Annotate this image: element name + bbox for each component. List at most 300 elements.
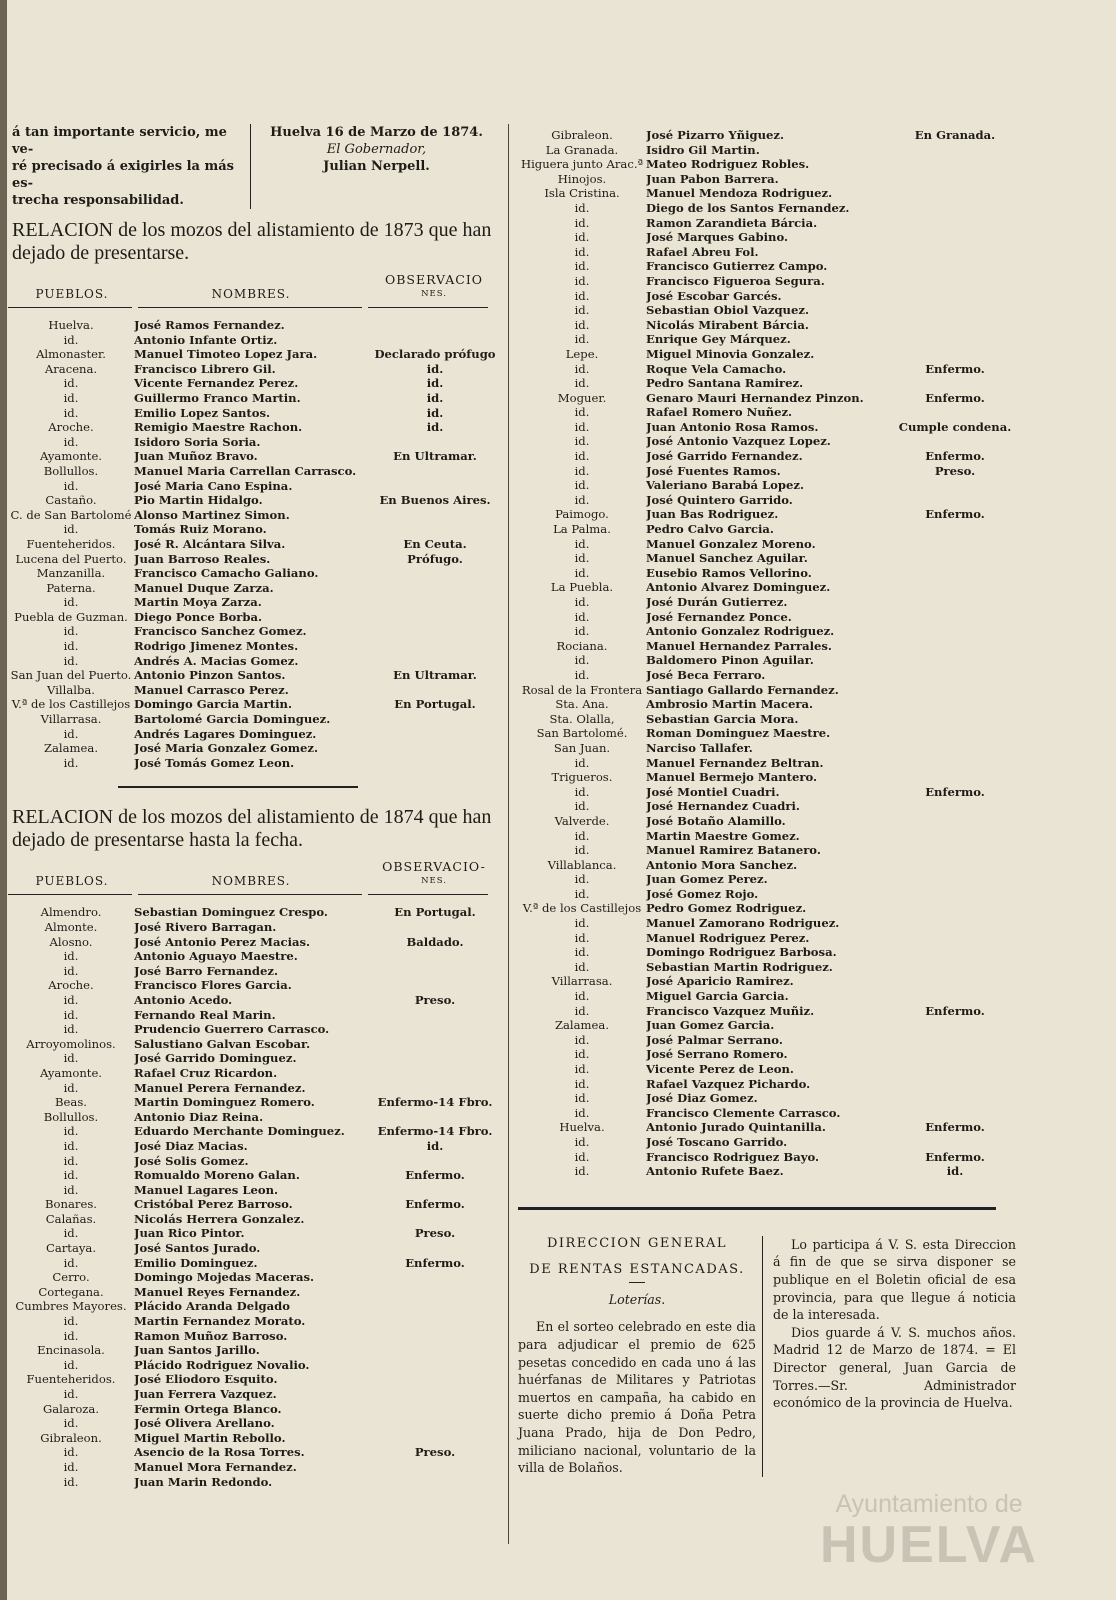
nombre-cell: Prudencio Guerrero Carrasco.	[134, 1022, 330, 1037]
nombre-cell: José Santos Jurado.	[134, 1241, 261, 1256]
pueblo-cell: id.	[574, 1003, 590, 1018]
table-row	[518, 1106, 1016, 1121]
table-row	[8, 522, 500, 537]
nombre-cell: José Antonio Vazquez Lopez.	[646, 434, 831, 449]
nombre-cell: Andrés A. Macias Gomez.	[134, 653, 299, 668]
nombre-cell: José Maria Cano Espina.	[134, 478, 293, 493]
observacion-cell	[894, 172, 1016, 187]
notice-separator	[629, 1282, 645, 1283]
table-row	[8, 1475, 500, 1490]
pueblo-cell: Almendro.	[40, 905, 102, 920]
observacion-cell	[370, 595, 500, 610]
pueblo-cell: Villarrasa.	[40, 712, 102, 727]
nombre-cell: Antonio Pinzon Santos.	[134, 668, 286, 683]
pueblo-cell: id.	[574, 799, 590, 814]
nombre-cell: Miguel Minovia Gonzalez.	[646, 346, 815, 361]
observacion-cell	[894, 858, 1016, 873]
nombre-cell: Francisco Vazquez Muñiz.	[646, 1003, 815, 1018]
table-row	[518, 186, 1016, 201]
nombre-cell: Manuel Ramirez Batanero.	[646, 843, 821, 858]
notice-heading: DIRECCION GENERAL	[546, 1235, 728, 1251]
observacion-cell	[894, 989, 1016, 1004]
nombre-cell: José Botaño Alamillo.	[646, 813, 786, 828]
table-row	[8, 905, 500, 920]
table-row	[518, 274, 1016, 289]
observacion-cell: Enfermo.	[925, 507, 985, 522]
observacion-cell	[894, 566, 1016, 581]
table-row	[518, 697, 1016, 712]
pueblo-cell: id.	[63, 1357, 79, 1372]
observacion-cell	[894, 960, 1016, 975]
observacion-cell	[894, 1106, 1016, 1121]
nombre-cell: Cristóbal Perez Barroso.	[134, 1197, 293, 1212]
nombre-cell: Roman Dominguez Maestre.	[646, 726, 831, 741]
pueblo-cell: id.	[574, 1134, 590, 1149]
pueblo-cell: id.	[574, 1164, 590, 1179]
nombre-cell: Antonio Diaz Reina.	[134, 1109, 264, 1124]
observacion-cell	[370, 1402, 500, 1417]
observacion-cell	[370, 1329, 500, 1344]
table-row	[518, 303, 1016, 318]
observacion-cell	[370, 756, 500, 771]
observacion-cell	[894, 595, 1016, 610]
pueblo-cell: id.	[574, 1105, 590, 1120]
observacion-cell	[894, 245, 1016, 260]
pueblo-cell: Ayamonte.	[39, 449, 102, 464]
nombre-cell: Juan Muñoz Bravo.	[134, 449, 258, 464]
observacion-cell	[894, 201, 1016, 216]
pueblo-cell: id.	[63, 1416, 79, 1431]
nombre-cell: José Durán Gutierrez.	[646, 595, 788, 609]
nombre-cell: Manuel Mendoza Rodriguez.	[646, 186, 833, 201]
observacion-cell: Preso.	[934, 463, 976, 478]
table-row	[8, 420, 500, 435]
table-row	[8, 964, 500, 979]
pueblo-cell: Huelva.	[559, 1120, 605, 1135]
left-column	[8, 124, 502, 1489]
observacion-cell	[894, 1033, 1016, 1048]
pueblo-cell: id.	[63, 595, 79, 610]
table-row	[518, 464, 1016, 479]
nombre-cell: Narciso Tallafer.	[646, 740, 753, 755]
pueblo-cell: id.	[574, 200, 590, 215]
nombre-cell: Sebastian Garcia Mora.	[646, 711, 799, 726]
observacion-cell	[370, 566, 500, 581]
observacion-cell	[894, 931, 1016, 946]
observacion-cell	[894, 756, 1016, 771]
nombre-cell: Manuel Duque Zarza.	[134, 580, 274, 595]
table-row	[518, 347, 1016, 362]
observacion-cell	[370, 581, 500, 596]
nombre-cell: José Escobar Garcés.	[646, 288, 782, 303]
observacion-cell	[894, 318, 1016, 333]
nombre-cell: José Tomás Gomez Leon.	[134, 755, 295, 770]
text-line: ré precisado á exigirles la más es-	[12, 159, 234, 191]
pueblo-cell: id.	[574, 449, 590, 464]
direccion-general-notice	[518, 1236, 1016, 1477]
pueblo-cell: Trigueros.	[551, 770, 613, 785]
nombre-cell: Alonso Martinez Simon.	[134, 507, 290, 522]
observacion-cell	[370, 508, 500, 523]
nombre-cell: José Garrido Fernandez.	[646, 449, 803, 464]
table-row	[518, 901, 1016, 916]
table-row	[8, 493, 500, 508]
signer-role: El Gobernador,	[326, 142, 427, 157]
table-row	[8, 1256, 500, 1271]
pueblo-cell: id.	[63, 726, 79, 741]
pueblo-cell: id.	[63, 434, 79, 449]
pueblo-cell: id.	[63, 1124, 79, 1139]
table-row	[518, 551, 1016, 566]
table-row	[8, 1037, 500, 1052]
pueblo-cell: Rosal de la Frontera	[521, 682, 643, 697]
nombre-cell: Pedro Gomez Rodriguez.	[646, 901, 807, 916]
nombre-cell: Guillermo Franco Martin.	[134, 390, 301, 405]
table-row	[518, 566, 1016, 581]
observacion-cell	[894, 332, 1016, 347]
observacion-cell	[370, 920, 500, 935]
pueblo-cell: Cortegana.	[38, 1284, 104, 1299]
observacion-cell	[894, 1047, 1016, 1062]
archive-watermark	[820, 1490, 1039, 1574]
table-row	[8, 1066, 500, 1081]
nombre-cell: Valeriano Barabá Lopez.	[646, 478, 805, 493]
observacion-cell	[894, 289, 1016, 304]
pueblo-cell: id.	[574, 828, 590, 843]
table-row	[518, 595, 1016, 610]
observacion-cell: Enfermo-14 Fbro.	[377, 1095, 493, 1110]
nombre-cell: José Gomez Rojo.	[646, 886, 759, 901]
nombre-cell: Manuel Bermejo Mantero.	[646, 770, 818, 785]
nombre-cell: Martin Moya Zarza.	[134, 595, 262, 610]
observacion-cell	[370, 1460, 500, 1475]
observacion-cell	[370, 1154, 500, 1169]
pueblo-cell: Cumbres Mayores.	[15, 1299, 127, 1314]
nombre-cell: Manuel Carrasco Perez.	[134, 682, 289, 697]
observacion-cell: En Ultramar.	[393, 668, 477, 683]
pueblo-cell: id.	[574, 434, 590, 449]
table-row	[518, 1004, 1016, 1019]
observacion-cell: Enfermo.	[925, 390, 985, 405]
nombre-cell: Enrique Gey Márquez.	[646, 332, 791, 347]
table-row	[518, 289, 1016, 304]
table-row	[8, 566, 500, 581]
notice-subheading: DE RENTAS ESTANCADAS.	[529, 1261, 745, 1277]
pueblo-cell: Castaño.	[45, 493, 97, 508]
page-binding-edge	[0, 0, 7, 1600]
observacion-cell: En Portugal.	[394, 697, 476, 712]
pueblo-cell: id.	[63, 1328, 79, 1343]
table-row	[8, 1431, 500, 1446]
pueblo-cell: C. de San Bartolomé	[10, 507, 132, 522]
table-row	[518, 434, 1016, 449]
date-line: Huelva 16 de Marzo de 1874.	[270, 125, 483, 140]
pueblo-cell: id.	[63, 1153, 79, 1168]
top-row	[8, 124, 502, 209]
pueblo-cell: Lucena del Puerto.	[15, 551, 127, 566]
nombre-cell: José Garrido Dominguez.	[134, 1051, 297, 1066]
observacion-cell	[894, 945, 1016, 960]
table-row	[518, 829, 1016, 844]
nombre-cell: Juan Marin Redondo.	[134, 1474, 273, 1489]
observacion-cell	[370, 435, 500, 450]
pueblo-cell: Alosno.	[49, 934, 93, 949]
table-row	[8, 1183, 500, 1198]
table-row	[518, 843, 1016, 858]
pueblo-cell: id.	[63, 1022, 79, 1037]
observacion-cell	[370, 741, 500, 756]
table-row	[8, 1358, 500, 1373]
pueblo-cell: Bonares.	[45, 1197, 97, 1212]
observacion-cell	[370, 522, 500, 537]
observacion-cell	[370, 464, 500, 479]
observacion-cell	[370, 1037, 500, 1052]
pueblo-cell: Almonaster.	[36, 347, 106, 362]
nombre-cell: Isidoro Soria Soria.	[134, 434, 261, 449]
pueblo-cell: id.	[63, 1007, 79, 1022]
table-row	[8, 949, 500, 964]
table-row	[8, 1139, 500, 1154]
nombre-cell: Antonio Rufete Baez.	[646, 1164, 784, 1179]
table-row	[8, 935, 500, 950]
observacion-cell	[894, 230, 1016, 245]
table-row	[518, 1135, 1016, 1150]
nombre-cell: José Maria Gonzalez Gomez.	[134, 741, 319, 756]
nombre-cell: Roque Vela Camacho.	[646, 361, 787, 376]
observacion-cell	[370, 1066, 500, 1081]
pueblo-cell: Zalamea.	[43, 741, 99, 756]
pueblo-cell: Rociana.	[556, 638, 608, 653]
pueblo-cell: id.	[574, 595, 590, 609]
table-row	[8, 1416, 500, 1431]
observacion-cell: Enfermo.	[405, 1197, 465, 1212]
table-row	[8, 1095, 500, 1110]
nombre-cell: Martin Maestre Gomez.	[646, 828, 800, 843]
nombre-cell: Manuel Reyes Fernandez.	[134, 1284, 301, 1299]
observacion-cell	[894, 697, 1016, 712]
nombre-cell: José Diaz Macias.	[134, 1138, 248, 1153]
nombre-cell: Tomás Ruiz Morano.	[134, 522, 267, 537]
nombre-cell: Emilio Lopez Santos.	[134, 405, 271, 420]
pueblo-cell: Paterna.	[46, 580, 96, 595]
pueblo-cell: id.	[574, 1076, 590, 1091]
table-row	[8, 1212, 500, 1227]
observacion-cell: En Ceuta.	[403, 536, 467, 551]
observacion-cell	[370, 1081, 500, 1096]
nombre-cell: Isidro Gil Martin.	[646, 142, 760, 157]
observacion-cell	[894, 186, 1016, 201]
table-row	[518, 157, 1016, 172]
observacion-cell	[894, 478, 1016, 493]
observacion-cell	[894, 1091, 1016, 1106]
relation-1873-header	[8, 273, 502, 301]
nombre-cell: Martin Dominguez Romero.	[134, 1095, 315, 1110]
nombre-cell: Juan Gomez Garcia.	[646, 1018, 775, 1033]
table-row	[8, 1314, 500, 1329]
nombre-cell: Ramon Zarandieta Bárcia.	[646, 215, 818, 230]
table-row	[8, 1387, 500, 1402]
nombre-cell: Manuel Mora Fernandez.	[134, 1459, 297, 1474]
table-row	[8, 712, 500, 727]
observacion-cell	[894, 814, 1016, 829]
pueblo-cell: Fuenteheridos.	[26, 536, 116, 551]
pueblo-cell: Aroche.	[48, 420, 94, 435]
nombre-cell: Nicolás Herrera Gonzalez.	[134, 1211, 305, 1226]
observacion-cell	[894, 829, 1016, 844]
observacion-cell	[370, 654, 500, 669]
table-row	[518, 974, 1016, 989]
table-row	[518, 362, 1016, 377]
nombre-cell: Santiago Gallardo Fernandez.	[646, 682, 839, 697]
observacion-cell	[370, 1285, 500, 1300]
observacion-cell	[370, 1212, 500, 1227]
notice-paragraph: En el sorteo celebrado en este dia para adjudicar el premio de 625 pesetas concedido en cada uno á las huérfanas de Militares y Patriotas muertos en campaña, ha cabido en suerte dicho premio á Doña Petra Juana Prado, hija de Don Pedro, miliciano nacional, voluntario de la villa de Bolaños.	[518, 1319, 756, 1476]
table-row	[518, 420, 1016, 435]
table-row	[8, 376, 500, 391]
observacion-cell	[894, 624, 1016, 639]
observacion-cell: Enfermo.	[925, 449, 985, 464]
nombre-cell: Francisco Gutierrez Campo.	[646, 259, 828, 274]
table-row	[8, 333, 500, 348]
nombre-cell: José R. Alcántara Silva.	[134, 536, 286, 551]
nombre-cell: Sebastian Dominguez Crespo.	[134, 905, 328, 920]
relation-1873-title: RELACION de los mozos del alistamiento de 1873 que han dejado de presentarse.	[12, 219, 492, 264]
table-row	[518, 610, 1016, 625]
table-row	[518, 507, 1016, 522]
watermark-line: Ayuntamiento de	[835, 1490, 1023, 1518]
table-row	[518, 172, 1016, 187]
nombre-cell: Francisco Figueroa Segura.	[646, 273, 825, 288]
pueblo-cell: V.ª de los Castillejos	[522, 901, 642, 916]
nombre-cell: Antonio Acedo.	[134, 992, 233, 1007]
nombre-cell: Emilio Dominguez.	[134, 1255, 258, 1270]
watermark-line: HUELVA	[820, 1516, 1039, 1574]
pueblo-cell: id.	[63, 1182, 79, 1197]
observacion-cell: En Portugal.	[394, 905, 476, 920]
table-row	[8, 347, 500, 362]
table-row	[518, 712, 1016, 727]
observacion-cell	[370, 624, 500, 639]
pueblo-cell: Puebla de Guzman.	[14, 609, 128, 624]
observacion-cell: Enfermo-14 Fbro.	[377, 1124, 493, 1139]
table-row	[8, 1197, 500, 1212]
observacion-cell: Preso.	[414, 992, 456, 1007]
nombre-cell: José Solis Gomez.	[134, 1153, 249, 1168]
pueblo-cell: id.	[63, 376, 79, 391]
nombre-cell: Antonio Mora Sanchez.	[646, 857, 798, 872]
table-row	[518, 1150, 1016, 1165]
table-row	[8, 1329, 500, 1344]
pueblo-cell: Hinojos.	[557, 171, 607, 186]
pueblo-cell: id.	[574, 492, 590, 507]
nombre-cell: Francisco Flores Garcia.	[134, 978, 292, 993]
table-row	[8, 595, 500, 610]
observacion-cell	[370, 1110, 500, 1125]
table-row	[8, 1008, 500, 1023]
pueblo-cell: Ayamonte.	[39, 1065, 102, 1080]
table-row	[8, 1051, 500, 1066]
nombre-cell: José Palmar Serrano.	[646, 1032, 783, 1047]
observacion-cell: Enfermo.	[925, 361, 985, 376]
pueblo-cell: id.	[574, 945, 590, 960]
pueblo-cell: id.	[574, 244, 590, 259]
table-row	[8, 697, 500, 712]
observacion-cell	[894, 143, 1016, 158]
table-row	[518, 931, 1016, 946]
observacion-cell	[894, 974, 1016, 989]
pueblo-cell: id.	[574, 784, 590, 799]
observacion-cell	[894, 770, 1016, 785]
table-row	[518, 668, 1016, 683]
pueblo-cell: id.	[574, 536, 590, 551]
pueblo-cell: id.	[63, 1387, 79, 1401]
pueblo-cell: Galaroza.	[42, 1401, 100, 1416]
observacion-cell: En Granada.	[914, 128, 996, 142]
nombre-cell: Antonio Gonzalez Rodriguez.	[646, 624, 835, 639]
pueblo-cell: Villalba.	[47, 682, 95, 697]
table-row	[518, 493, 1016, 508]
nombre-cell: Antonio Aguayo Maestre.	[134, 949, 298, 964]
pueblo-cell: Sta. Ana.	[555, 697, 609, 712]
table-row	[8, 406, 500, 421]
observacion-cell	[370, 1022, 500, 1037]
table-row	[518, 814, 1016, 829]
table-row	[8, 624, 500, 639]
pueblo-cell: id.	[63, 405, 79, 420]
observacion-cell	[370, 727, 500, 742]
pueblo-cell: Gibraleon.	[40, 1430, 102, 1445]
pueblo-cell: id.	[574, 667, 590, 682]
nombre-cell: Juan Pabon Barrera.	[646, 171, 779, 186]
pueblo-cell: id.	[63, 963, 79, 978]
nombre-cell: Pio Martin Hidalgo.	[134, 493, 263, 508]
pueblo-cell: Bollullos.	[43, 1109, 99, 1124]
observacion-cell	[894, 916, 1016, 931]
table-row	[8, 1402, 500, 1417]
observacion-cell	[370, 1008, 500, 1023]
nombre-cell: Manuel Sanchez Aguilar.	[646, 551, 808, 566]
table-row	[518, 376, 1016, 391]
pueblo-cell: Aroche.	[48, 978, 94, 993]
table-row	[518, 143, 1016, 158]
table-row	[8, 1343, 500, 1358]
pueblo-cell: Huelva.	[48, 318, 94, 332]
observacion-cell: Cumple condena.	[898, 419, 1012, 434]
nombre-cell: Manuel Rodriguez Perez.	[646, 930, 810, 945]
nombre-cell: José Barro Fernandez.	[134, 963, 279, 978]
table-row	[8, 508, 500, 523]
table-row	[518, 945, 1016, 960]
observacion-cell	[894, 551, 1016, 566]
observacion-cell	[894, 726, 1016, 741]
nombre-cell: Miguel Martin Rebollo.	[134, 1430, 286, 1445]
pueblo-cell: id.	[574, 843, 590, 858]
nombre-cell: Rafael Abreu Fol.	[646, 244, 759, 259]
observacion-cell	[894, 887, 1016, 902]
pueblo-cell: id.	[63, 1138, 79, 1153]
table-row	[8, 581, 500, 596]
observacion-cell: id.	[426, 405, 444, 420]
pueblo-cell: id.	[574, 755, 590, 770]
pueblo-cell: id.	[63, 949, 79, 964]
table-row	[518, 741, 1016, 756]
nombre-cell: Juan Ferrera Vazquez.	[134, 1387, 277, 1401]
table-row	[518, 770, 1016, 785]
text-line: á tan importante servicio, me ve-	[12, 125, 227, 157]
nombre-cell: Rafael Romero Nuñez.	[646, 405, 793, 420]
col-header-nombres: NOMBRES.	[211, 874, 291, 889]
observacion-cell	[370, 683, 500, 698]
